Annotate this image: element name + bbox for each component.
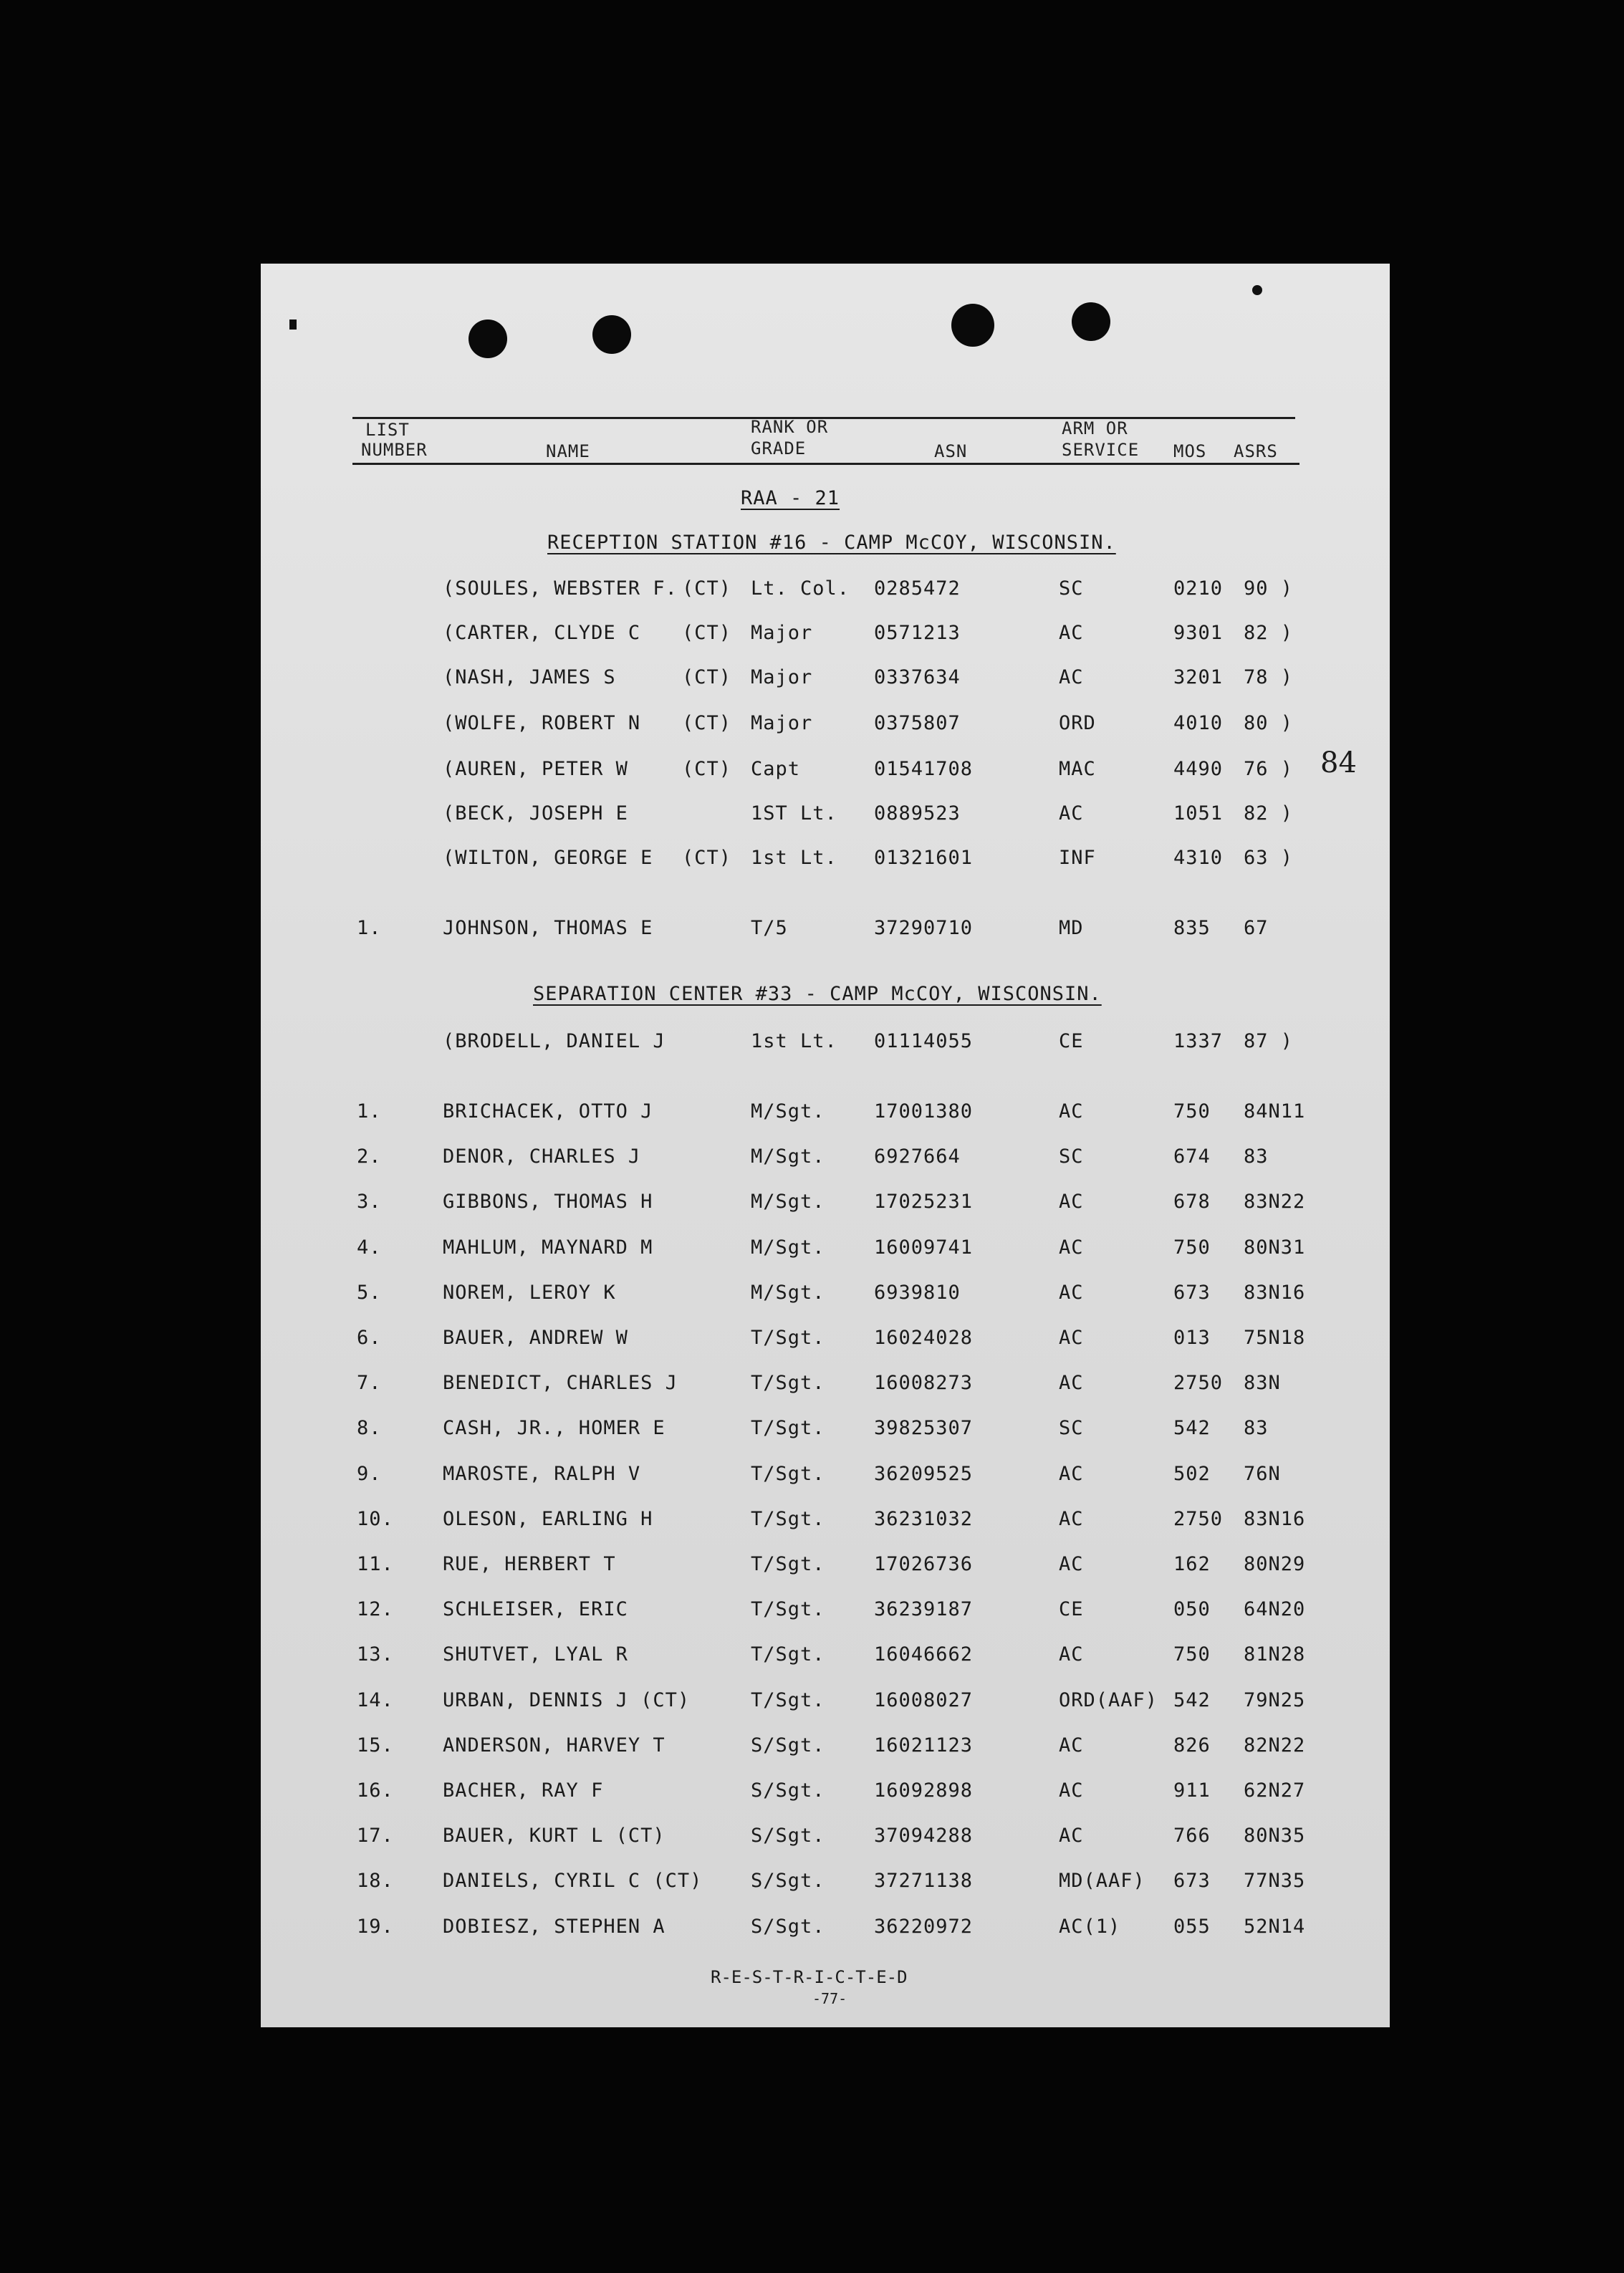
row-arm: SC xyxy=(1059,1145,1084,1168)
row-asn: 01114055 xyxy=(874,1030,974,1052)
row-arm: AC xyxy=(1059,1282,1084,1304)
header-mos: MOS xyxy=(1173,441,1207,461)
row-num: 11. xyxy=(357,1553,394,1575)
row-arm: SC xyxy=(1059,577,1084,600)
row-asrs: 52N14 xyxy=(1244,1916,1306,1938)
row-asn: 36231032 xyxy=(874,1508,974,1530)
row-mos: 1051 xyxy=(1173,802,1224,825)
row-asrs: 83N16 xyxy=(1244,1282,1306,1304)
row-asrs: 84N11 xyxy=(1244,1100,1306,1123)
row-ct: (CT) xyxy=(682,712,732,734)
row-name: NOREM, LEROY K xyxy=(443,1282,616,1304)
row-rank: T/Sgt. xyxy=(751,1463,825,1485)
row-asn: 17026736 xyxy=(874,1553,974,1575)
ink-speck xyxy=(1252,285,1262,295)
row-asn: 0285472 xyxy=(874,577,961,600)
row-name: DANIELS, CYRIL C (CT) xyxy=(443,1870,703,1892)
row-arm: AC xyxy=(1059,1779,1084,1802)
row-rank: S/Sgt. xyxy=(751,1916,825,1938)
punch-hole xyxy=(592,315,631,354)
row-mos: 4310 xyxy=(1173,847,1224,869)
row-mos: 055 xyxy=(1173,1916,1211,1938)
row-mos: 835 xyxy=(1173,917,1211,939)
row-name: RUE, HERBERT T xyxy=(443,1553,616,1575)
row-rank: S/Sgt. xyxy=(751,1734,825,1757)
row-asrs: 80 ) xyxy=(1244,712,1294,734)
row-name: (NASH, JAMES S xyxy=(443,666,616,688)
row-rank: T/Sgt. xyxy=(751,1417,825,1439)
row-asn: 17001380 xyxy=(874,1100,974,1123)
header-grade: GRADE xyxy=(751,438,807,458)
row-name: SCHLEISER, ERIC xyxy=(443,1598,628,1620)
row-mos: 826 xyxy=(1173,1734,1211,1757)
row-arm: AC xyxy=(1059,1463,1084,1485)
header-arm: ARM OR xyxy=(1062,418,1128,438)
row-rank: S/Sgt. xyxy=(751,1870,825,1892)
row-mos: 2750 xyxy=(1173,1372,1224,1394)
row-asrs: 83N16 xyxy=(1244,1508,1306,1530)
footer-page-number: -77- xyxy=(812,1990,847,2007)
row-asrs: 80N35 xyxy=(1244,1825,1306,1847)
row-name: (BECK, JOSEPH E xyxy=(443,802,628,825)
row-asn: 01541708 xyxy=(874,758,974,780)
row-num: 19. xyxy=(357,1916,394,1938)
row-num: 1. xyxy=(357,917,382,939)
punch-hole xyxy=(1072,302,1110,341)
row-asrs: 77N35 xyxy=(1244,1870,1306,1892)
row-asrs: 83N22 xyxy=(1244,1191,1306,1213)
row-asn: 16092898 xyxy=(874,1779,974,1802)
row-asrs: 79N25 xyxy=(1244,1689,1306,1711)
row-asn: 6927664 xyxy=(874,1145,961,1168)
page-number: 84 xyxy=(1320,746,1357,779)
row-mos: 2750 xyxy=(1173,1508,1224,1530)
row-asrs: 75N18 xyxy=(1244,1327,1306,1349)
row-asn: 16024028 xyxy=(874,1327,974,1349)
row-arm: ORD(AAF) xyxy=(1059,1689,1158,1711)
row-ct: (CT) xyxy=(682,622,732,644)
row-asn: 37290710 xyxy=(874,917,974,939)
row-mos: 542 xyxy=(1173,1689,1211,1711)
row-rank: M/Sgt. xyxy=(751,1282,825,1304)
row-rank: Capt xyxy=(751,758,801,780)
row-rank: Major xyxy=(751,622,813,644)
row-arm: AC xyxy=(1059,802,1084,825)
row-name: OLESON, EARLING H xyxy=(443,1508,653,1530)
row-name: BACHER, RAY F xyxy=(443,1779,604,1802)
row-asrs: 67 xyxy=(1244,917,1269,939)
header-service: SERVICE xyxy=(1062,440,1140,460)
row-asrs: 78 ) xyxy=(1244,666,1294,688)
header-list: LIST xyxy=(365,420,410,440)
row-rank: 1ST Lt. xyxy=(751,802,837,825)
row-asn: 37271138 xyxy=(874,1870,974,1892)
row-asrs: 90 ) xyxy=(1244,577,1294,600)
row-arm: AC xyxy=(1059,1643,1084,1666)
row-arm: MD xyxy=(1059,917,1084,939)
header-name: NAME xyxy=(546,441,590,461)
row-num: 8. xyxy=(357,1417,382,1439)
row-name: MAROSTE, RALPH V xyxy=(443,1463,641,1485)
row-mos: 911 xyxy=(1173,1779,1211,1802)
row-rank: T/Sgt. xyxy=(751,1598,825,1620)
row-name: BAUER, ANDREW W xyxy=(443,1327,628,1349)
row-arm: AC xyxy=(1059,1236,1084,1259)
row-num: 3. xyxy=(357,1191,382,1213)
row-asn: 16008027 xyxy=(874,1689,974,1711)
row-name: DENOR, CHARLES J xyxy=(443,1145,641,1168)
row-num: 16. xyxy=(357,1779,394,1802)
row-asrs: 64N20 xyxy=(1244,1598,1306,1620)
row-ct: (CT) xyxy=(682,666,732,688)
row-name: URBAN, DENNIS J (CT) xyxy=(443,1689,691,1711)
row-asn: 16008273 xyxy=(874,1372,974,1394)
row-rank: Major xyxy=(751,712,813,734)
row-rank: 1st Lt. xyxy=(751,847,837,869)
row-name: (BRODELL, DANIEL J xyxy=(443,1030,666,1052)
row-arm: AC xyxy=(1059,666,1084,688)
row-name: (AUREN, PETER W xyxy=(443,758,628,780)
row-name: BENEDICT, CHARLES J xyxy=(443,1372,678,1394)
row-mos: 0210 xyxy=(1173,577,1224,600)
row-name: (CARTER, CLYDE C xyxy=(443,622,641,644)
row-name: GIBBONS, THOMAS H xyxy=(443,1191,653,1213)
row-asn: 36239187 xyxy=(874,1598,974,1620)
header-bottom-rule xyxy=(352,463,1299,465)
row-num: 2. xyxy=(357,1145,382,1168)
row-name: CASH, JR., HOMER E xyxy=(443,1417,666,1439)
row-asrs: 82 ) xyxy=(1244,802,1294,825)
row-num: 14. xyxy=(357,1689,394,1711)
header-asrs: ASRS xyxy=(1234,441,1278,461)
row-asn: 16046662 xyxy=(874,1643,974,1666)
row-mos: 674 xyxy=(1173,1145,1211,1168)
row-arm: MD(AAF) xyxy=(1059,1870,1145,1892)
row-mos: 673 xyxy=(1173,1282,1211,1304)
row-mos: 162 xyxy=(1173,1553,1211,1575)
row-mos: 013 xyxy=(1173,1327,1211,1349)
row-rank: M/Sgt. xyxy=(751,1236,825,1259)
row-asn: 01321601 xyxy=(874,847,974,869)
row-asrs: 83 xyxy=(1244,1417,1269,1439)
row-asn: 16021123 xyxy=(874,1734,974,1757)
row-rank: T/Sgt. xyxy=(751,1508,825,1530)
row-arm: INF xyxy=(1059,847,1096,869)
section-title-separation: SEPARATION CENTER #33 - CAMP McCOY, WISCONSIN. xyxy=(533,983,1102,1005)
row-arm: AC xyxy=(1059,1191,1084,1213)
row-num: 6. xyxy=(357,1327,382,1349)
row-arm: AC(1) xyxy=(1059,1916,1121,1938)
row-arm: AC xyxy=(1059,1508,1084,1530)
row-arm: AC xyxy=(1059,1372,1084,1394)
row-mos: 542 xyxy=(1173,1417,1211,1439)
row-mos: 050 xyxy=(1173,1598,1211,1620)
row-rank: M/Sgt. xyxy=(751,1145,825,1168)
row-name: BAUER, KURT L (CT) xyxy=(443,1825,666,1847)
row-asn: 0889523 xyxy=(874,802,961,825)
row-name: (SOULES, WEBSTER F. xyxy=(443,577,678,600)
row-arm: SC xyxy=(1059,1417,1084,1439)
row-rank: S/Sgt. xyxy=(751,1779,825,1802)
row-asn: 6939810 xyxy=(874,1282,961,1304)
row-ct: (CT) xyxy=(682,577,732,600)
row-arm: AC xyxy=(1059,1734,1084,1757)
row-rank: Lt. Col. xyxy=(751,577,850,600)
row-mos: 750 xyxy=(1173,1100,1211,1123)
row-num: 4. xyxy=(357,1236,382,1259)
row-asrs: 81N28 xyxy=(1244,1643,1306,1666)
row-mos: 678 xyxy=(1173,1191,1211,1213)
row-rank: T/Sgt. xyxy=(751,1553,825,1575)
row-ct: (CT) xyxy=(682,758,732,780)
row-mos: 750 xyxy=(1173,1643,1211,1666)
row-mos: 1337 xyxy=(1173,1030,1224,1052)
row-asn: 17025231 xyxy=(874,1191,974,1213)
row-num: 17. xyxy=(357,1825,394,1847)
row-arm: CE xyxy=(1059,1598,1084,1620)
row-rank: Major xyxy=(751,666,813,688)
row-mos: 4010 xyxy=(1173,712,1224,734)
row-arm: CE xyxy=(1059,1030,1084,1052)
row-asn: 39825307 xyxy=(874,1417,974,1439)
row-asrs: 82 ) xyxy=(1244,622,1294,644)
row-asrs: 80N29 xyxy=(1244,1553,1306,1575)
row-arm: AC xyxy=(1059,1327,1084,1349)
row-mos: 502 xyxy=(1173,1463,1211,1485)
row-num: 12. xyxy=(357,1598,394,1620)
row-name: BRICHACEK, OTTO J xyxy=(443,1100,653,1123)
section-title-reception: RECEPTION STATION #16 - CAMP McCOY, WISCONSIN. xyxy=(547,532,1116,554)
row-asn: 36209525 xyxy=(874,1463,974,1485)
row-name: MAHLUM, MAYNARD M xyxy=(443,1236,653,1259)
header-asn: ASN xyxy=(934,441,968,461)
row-rank: T/Sgt. xyxy=(751,1643,825,1666)
row-name: (WOLFE, ROBERT N xyxy=(443,712,641,734)
row-num: 7. xyxy=(357,1372,382,1394)
footer-restricted: R-E-S-T-R-I-C-T-E-D xyxy=(711,1967,908,1987)
row-num: 1. xyxy=(357,1100,382,1123)
row-asrs: 83 xyxy=(1244,1145,1269,1168)
row-num: 10. xyxy=(357,1508,394,1530)
row-mos: 766 xyxy=(1173,1825,1211,1847)
row-num: 9. xyxy=(357,1463,382,1485)
row-rank: M/Sgt. xyxy=(751,1100,825,1123)
row-rank: T/Sgt. xyxy=(751,1689,825,1711)
row-asrs: 62N27 xyxy=(1244,1779,1306,1802)
ink-speck xyxy=(289,319,297,330)
row-asrs: 87 ) xyxy=(1244,1030,1294,1052)
document-page xyxy=(261,264,1390,2027)
header-rank: RANK OR xyxy=(751,417,829,437)
row-asrs: 76N xyxy=(1244,1463,1281,1485)
row-rank: T/5 xyxy=(751,917,788,939)
row-rank: T/Sgt. xyxy=(751,1372,825,1394)
row-asn: 0571213 xyxy=(874,622,961,644)
row-num: 18. xyxy=(357,1870,394,1892)
row-mos: 673 xyxy=(1173,1870,1211,1892)
row-arm: AC xyxy=(1059,1100,1084,1123)
row-asrs: 82N22 xyxy=(1244,1734,1306,1757)
row-name: SHUTVET, LYAL R xyxy=(443,1643,628,1666)
row-asn: 16009741 xyxy=(874,1236,974,1259)
header-number: NUMBER xyxy=(361,440,428,460)
row-name: ANDERSON, HARVEY T xyxy=(443,1734,666,1757)
row-name: (WILTON, GEORGE E xyxy=(443,847,653,869)
row-mos: 9301 xyxy=(1173,622,1224,644)
row-asn: 0375807 xyxy=(874,712,961,734)
row-rank: 1st Lt. xyxy=(751,1030,837,1052)
row-num: 5. xyxy=(357,1282,382,1304)
row-asn: 37094288 xyxy=(874,1825,974,1847)
row-asrs: 76 ) xyxy=(1244,758,1294,780)
row-rank: S/Sgt. xyxy=(751,1825,825,1847)
row-arm: AC xyxy=(1059,1825,1084,1847)
row-name: DOBIESZ, STEPHEN A xyxy=(443,1916,666,1938)
row-arm: AC xyxy=(1059,622,1084,644)
row-rank: M/Sgt. xyxy=(751,1191,825,1213)
row-num: 13. xyxy=(357,1643,394,1666)
punch-hole xyxy=(951,304,994,347)
row-arm: AC xyxy=(1059,1553,1084,1575)
row-asn: 36220972 xyxy=(874,1916,974,1938)
row-ct: (CT) xyxy=(682,847,732,869)
row-mos: 3201 xyxy=(1173,666,1224,688)
row-asn: 0337634 xyxy=(874,666,961,688)
group-title: RAA - 21 xyxy=(741,487,840,509)
row-asrs: 80N31 xyxy=(1244,1236,1306,1259)
row-asrs: 83N xyxy=(1244,1372,1281,1394)
row-num: 15. xyxy=(357,1734,394,1757)
row-name: JOHNSON, THOMAS E xyxy=(443,917,653,939)
row-rank: T/Sgt. xyxy=(751,1327,825,1349)
punch-hole xyxy=(469,319,507,358)
row-arm: MAC xyxy=(1059,758,1096,780)
row-mos: 4490 xyxy=(1173,758,1224,780)
row-arm: ORD xyxy=(1059,712,1096,734)
row-asrs: 63 ) xyxy=(1244,847,1294,869)
row-mos: 750 xyxy=(1173,1236,1211,1259)
